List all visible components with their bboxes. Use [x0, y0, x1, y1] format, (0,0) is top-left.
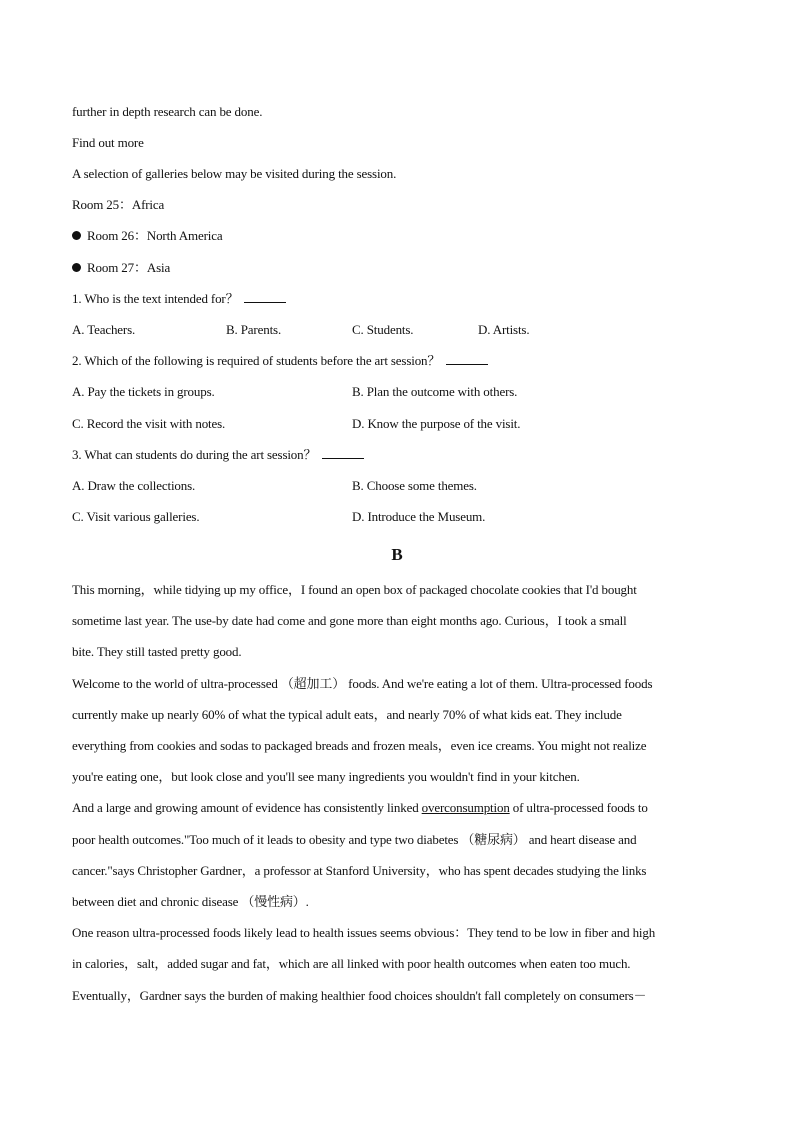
- gallery-list-item: [72, 228, 223, 244]
- passage-line: everything from cookies and sodas to packaged breads and frozen meals，even ice creams. You might not realize: [72, 738, 647, 753]
- gallery-list-item: [72, 260, 170, 276]
- question-3-option-d: D. Introduce the Museum.: [352, 509, 486, 524]
- question-3: [72, 447, 364, 463]
- passage-line: in calories，salt，added sugar and fat，which are all linked with poor health outcomes when eaten too much.: [72, 956, 631, 971]
- passage-line: bite. They still tasted pretty good.: [72, 644, 242, 659]
- answer-blank: [244, 291, 286, 303]
- question-1: [72, 291, 286, 307]
- question-2-option-a: A. Pay the tickets in groups.: [72, 384, 215, 399]
- question-1-option-d: D. Artists.: [478, 322, 530, 337]
- passage-line: One reason ultra-processed foods likely lead to health issues seems obvious：They tend to be low in fiber and high: [72, 925, 656, 940]
- question-3-option-b: B. Choose some themes.: [352, 478, 477, 493]
- passage-line: Room 25：Africa: [72, 197, 165, 212]
- section-heading: B: [391, 545, 403, 564]
- underlined-word: overconsumption: [421, 800, 510, 815]
- question-2-option-b: B. Plan the outcome with others.: [352, 384, 518, 399]
- text-segment: of ultra-processed foods to: [509, 800, 648, 815]
- text-segment: And a large and growing amount of evidence has consistently linked: [72, 800, 422, 815]
- passage-line: cancer."says Christopher Gardner，a professor at Stanford University，who has spent decades studying the links: [72, 863, 647, 878]
- question-3-option-a: A. Draw the collections.: [72, 478, 196, 493]
- gallery-room-label: Room 27：Asia: [87, 260, 171, 275]
- passage-line: you're eating one，but look close and you'll see many ingredients you wouldn't find in your kitchen.: [72, 769, 580, 784]
- passage-line: Eventually，Gardner says the burden of making healthier food choices shouldn't fall completely on consumers－: [72, 988, 647, 1003]
- bullet-icon: [72, 263, 81, 272]
- passage-line: This morning，while tidying up my office，I found an open box of packaged chocolate cookies that I'd bought: [72, 582, 637, 597]
- answer-blank: [322, 447, 364, 459]
- passage-line: poor health outcomes."Too much of it leads to obesity and type two diabetes （糖尿病） and heart disease and: [72, 832, 637, 847]
- passage-line: between diet and chronic disease （慢性病）.: [72, 894, 309, 909]
- bullet-icon: [72, 231, 81, 240]
- passage-line: sometime last year. The use-by date had come and gone more than eight months ago. Curious，I took a small: [72, 613, 627, 628]
- answer-blank: [446, 353, 488, 365]
- passage-line: [72, 800, 648, 816]
- passage-line: Find out more: [72, 135, 144, 150]
- question-stem: 3. What can students do during the art session？: [72, 447, 317, 462]
- question-2-option-c: C. Record the visit with notes.: [72, 416, 226, 431]
- question-1-option-a: A. Teachers.: [72, 322, 136, 337]
- passage-line: currently make up nearly 60% of what the typical adult eats，and nearly 70% of what kids eat. They include: [72, 707, 622, 722]
- question-2: [72, 353, 488, 369]
- gallery-room-label: Room 26：North America: [87, 228, 223, 243]
- question-stem: 1. Who is the text intended for？: [72, 291, 239, 306]
- question-2-option-d: D. Know the purpose of the visit.: [352, 416, 521, 431]
- passage-line: further in depth research can be done.: [72, 104, 263, 119]
- question-stem: 2. Which of the following is required of students before the art session？: [72, 353, 441, 368]
- passage-line: Welcome to the world of ultra-processed （超加工） foods. And we're eating a lot of them. Ultra-processed foods: [72, 676, 653, 691]
- question-3-option-c: C. Visit various galleries.: [72, 509, 200, 524]
- question-1-option-b: B. Parents.: [226, 322, 282, 337]
- passage-line: A selection of galleries below may be visited during the session.: [72, 166, 397, 181]
- question-1-option-c: C. Students.: [352, 322, 414, 337]
